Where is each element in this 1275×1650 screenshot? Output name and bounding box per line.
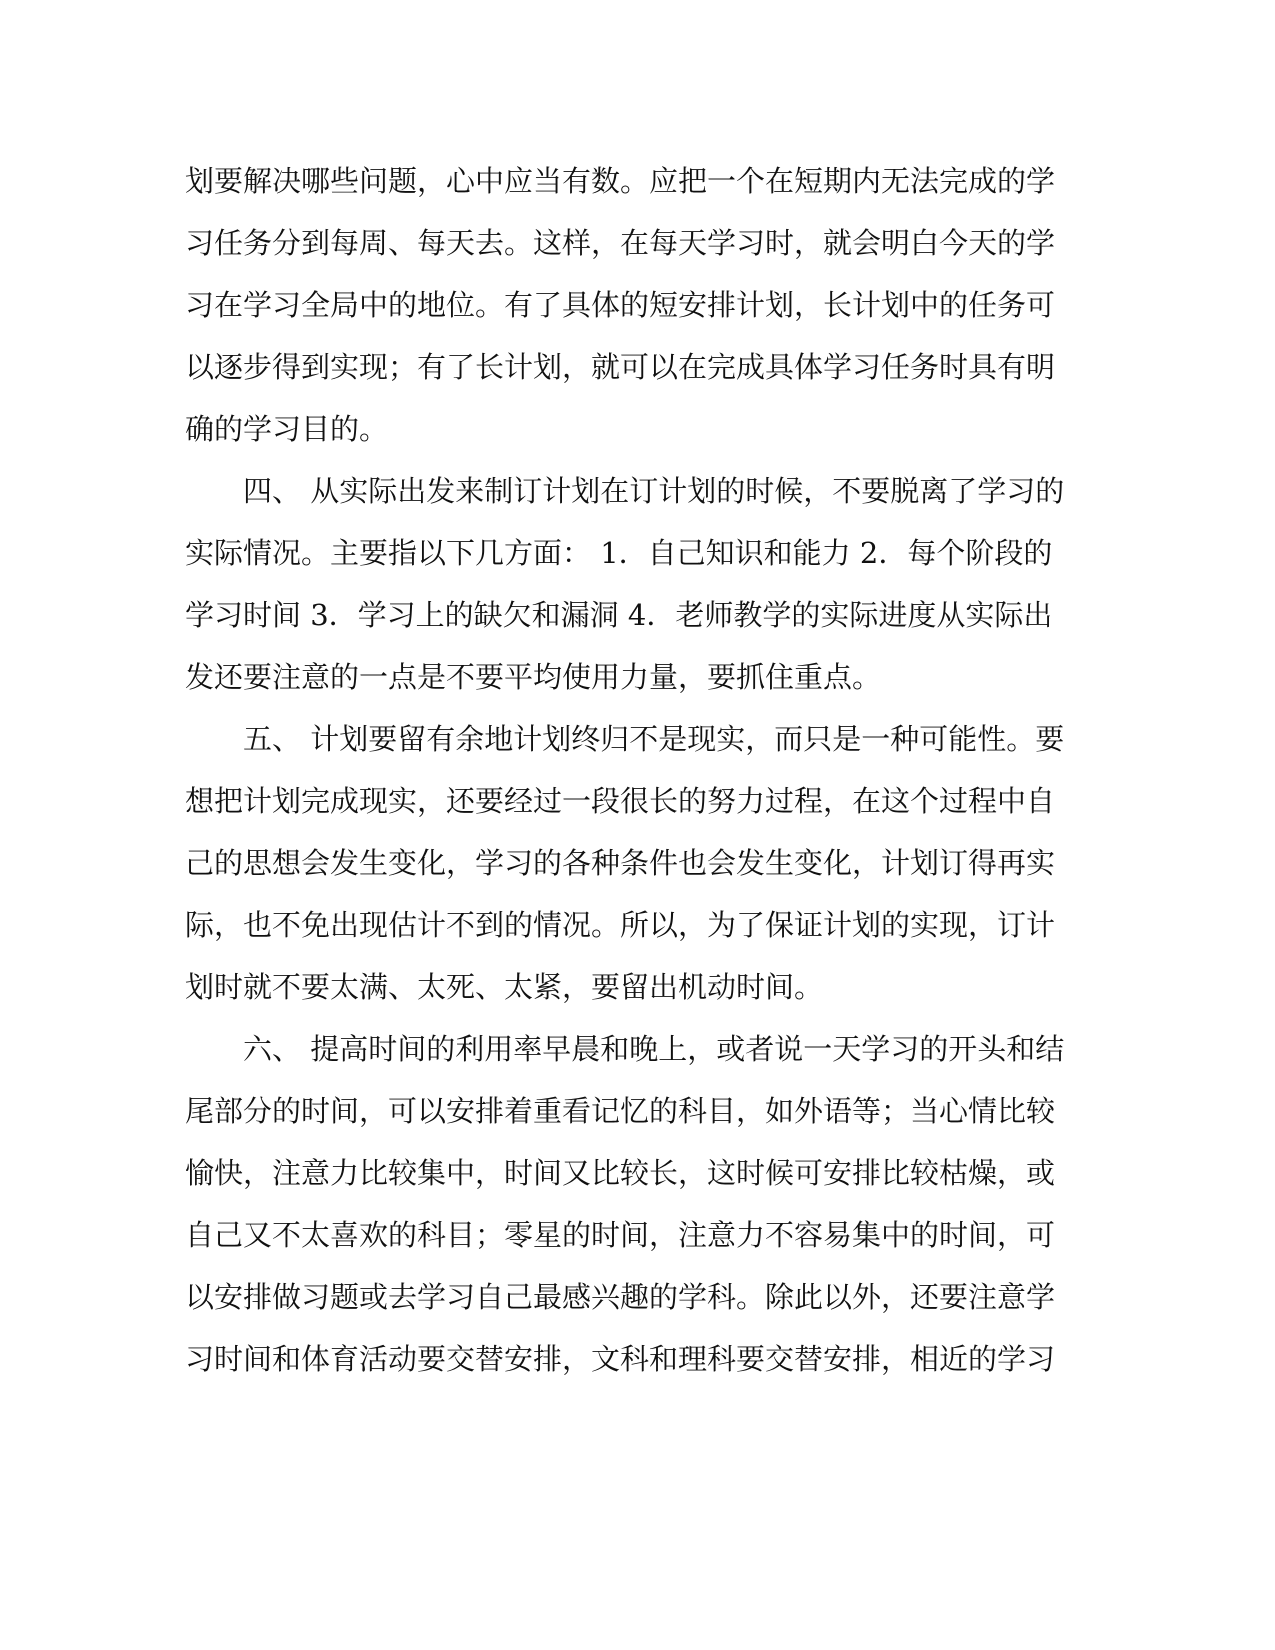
text-line: 学习时间 3．学习上的缺欠和漏洞 4．老师教学的实际进度从实际出 [185, 598, 1053, 632]
text-line: 己的思想会发生变化，学习的各种条件也会发生变化，计划订得再实 [185, 846, 1056, 880]
section-heading-line: 五、 计划要留有余地计划终归不是现实，而只是一种可能性。要 [243, 722, 1065, 756]
section-heading-line: 四、 从实际出发来制订计划在订计划的时候，不要脱离了学习的 [243, 474, 1065, 508]
document-body [185, 150, 1065, 1390]
text-line: 习任务分到每周、每天去。这样，在每天学习时，就会明白今天的学 [185, 226, 1056, 260]
text-line: 以安排做习题或去学习自己最感兴趣的学科。除此以外，还要注意学 [185, 1280, 1056, 1314]
text-line: 自己又不太喜欢的科目；零星的时间，注意力不容易集中的时间，可 [185, 1218, 1056, 1252]
text-line: 划时就不要太满、太死、太紧，要留出机动时间。 [185, 970, 824, 1004]
text-line: 习时间和体育活动要交替安排，文科和理科要交替安排，相近的学习 [185, 1342, 1056, 1376]
text-line: 确的学习目的。 [185, 412, 389, 446]
text-line: 际，也不免出现估计不到的情况。所以，为了保证计划的实现，订计 [185, 908, 1056, 942]
section-heading-line: 六、 提高时间的利用率早晨和晚上，或者说一天学习的开头和结 [243, 1032, 1065, 1066]
text-line: 以逐步得到实现；有了长计划，就可以在完成具体学习任务时具有明 [185, 350, 1056, 384]
text-line: 划要解决哪些问题，心中应当有数。应把一个在短期内无法完成的学 [185, 164, 1056, 198]
text-line: 尾部分的时间，可以安排着重看记忆的科目，如外语等；当心情比较 [185, 1094, 1056, 1128]
text-line: 愉快，注意力比较集中，时间又比较长，这时候可安排比较枯燥，或 [185, 1156, 1056, 1190]
text-line: 习在学习全局中的地位。有了具体的短安排计划，长计划中的任务可 [185, 288, 1056, 322]
text-line: 想把计划完成现实，还要经过一段很长的努力过程，在这个过程中自 [185, 784, 1056, 818]
text-line: 发还要注意的一点是不要平均使用力量，要抓住重点。 [185, 660, 882, 694]
text-line: 实际情况。主要指以下几方面： 1．自己知识和能力 2．每个阶段的 [185, 536, 1053, 570]
